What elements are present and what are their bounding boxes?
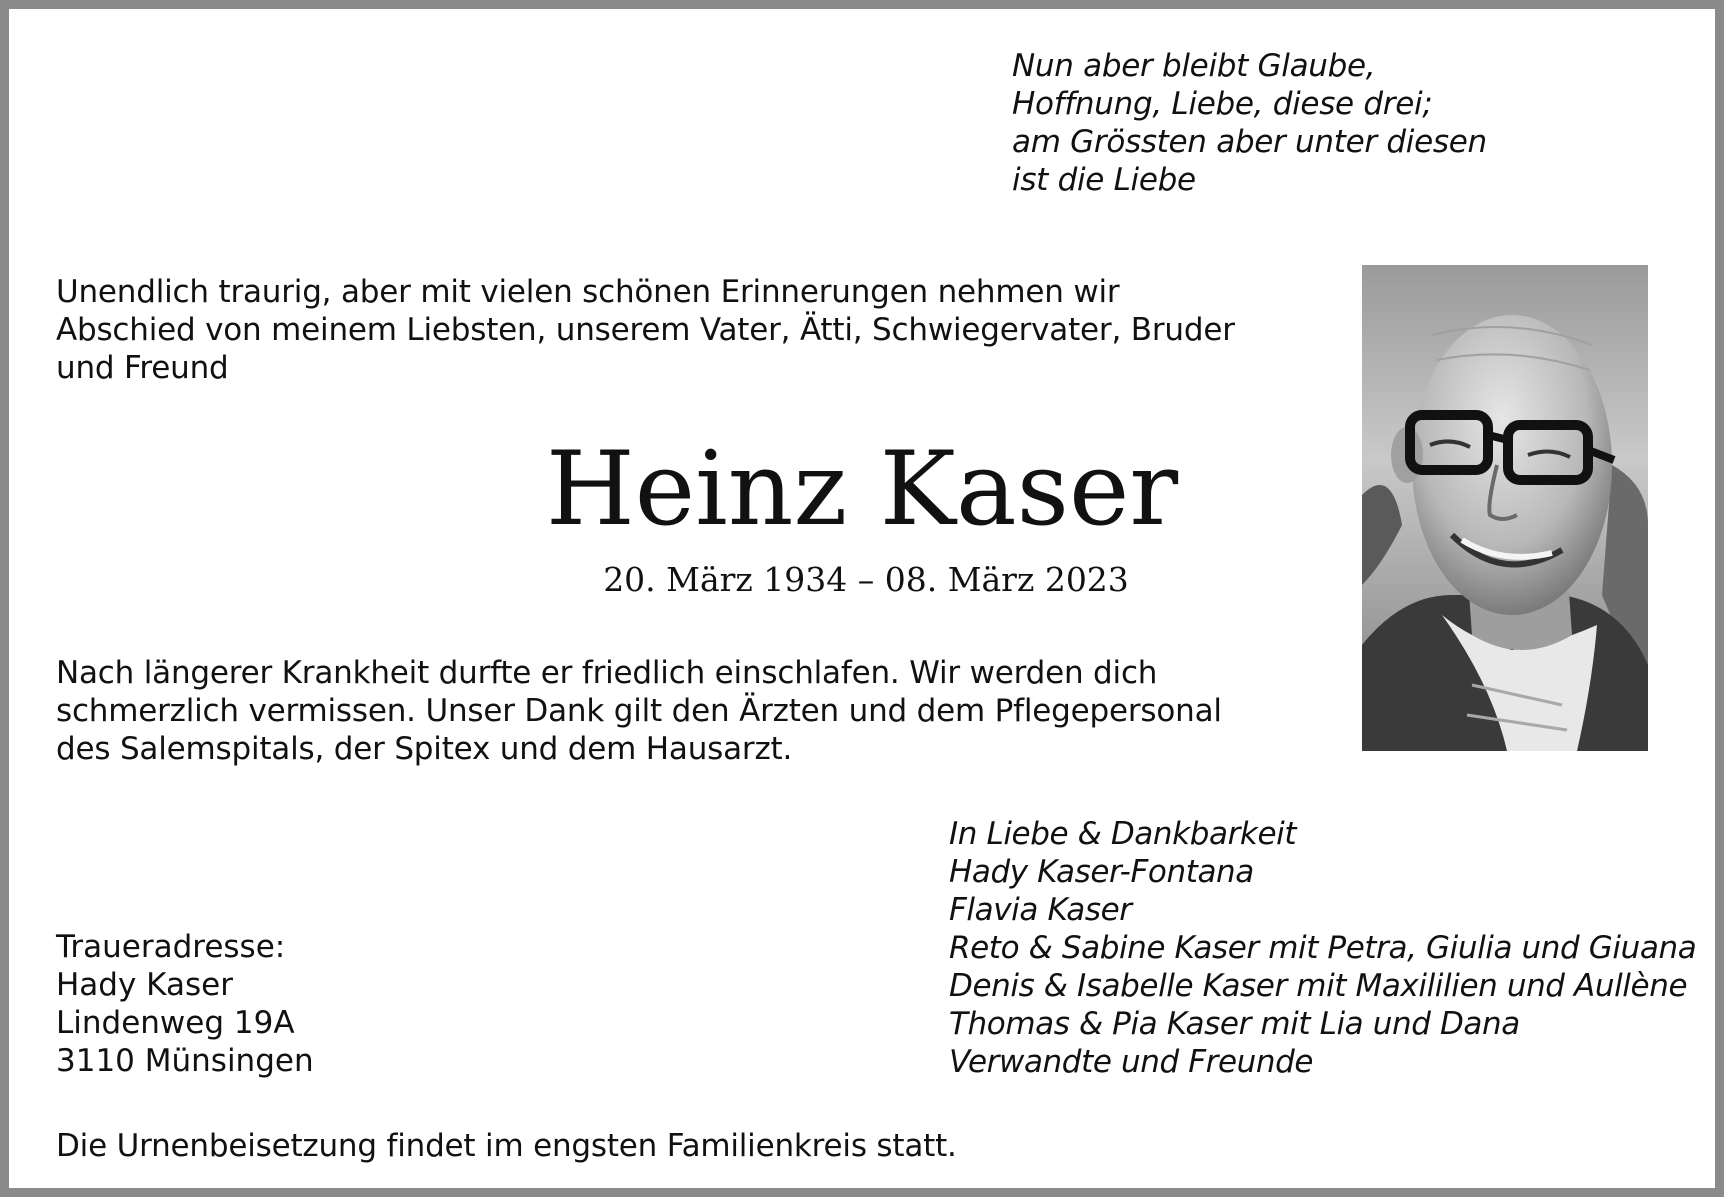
verse-line: Nun aber bleibt Glaube,	[1012, 48, 1376, 84]
address-line: 3110 Münsingen	[56, 1043, 314, 1079]
mourner-line: Hady Kaser-Fontana	[949, 854, 1254, 890]
message-paragraph	[56, 654, 1222, 768]
intro-line: und Freund	[56, 350, 229, 386]
mourner-line: Reto & Sabine Kaser mit Petra, Giulia und Giuana	[949, 930, 1697, 966]
mourning-address	[56, 928, 314, 1080]
bible-verse	[1012, 47, 1487, 199]
verse-line: ist die Liebe	[1012, 162, 1196, 198]
mourners-list	[949, 815, 1696, 1081]
message-line: des Salemspitals, der Spitex und dem Hausarzt.	[56, 731, 793, 767]
intro-paragraph	[56, 273, 1235, 387]
address-line: Lindenweg 19A	[56, 1005, 295, 1041]
message-line: Nach längerer Krankheit durfte er friedlich einschlafen. Wir werden dich	[56, 655, 1158, 691]
closing-note: Die Urnenbeisetzung findet im engsten Familienkreis statt.	[56, 1128, 957, 1164]
intro-line: Unendlich traurig, aber mit vielen schönen Erinnerungen nehmen wir	[56, 274, 1120, 310]
portrait-photo	[1362, 265, 1648, 751]
mourner-line: Flavia Kaser	[949, 892, 1132, 928]
address-line: Traueradresse:	[56, 929, 286, 965]
message-line: schmerzlich vermissen. Unser Dank gilt den Ärzten und dem Pflegepersonal	[56, 693, 1222, 729]
mourner-line: Verwandte und Freunde	[949, 1044, 1314, 1080]
verse-line: am Grössten aber unter diesen	[1012, 124, 1487, 160]
mourner-line: Denis & Isabelle Kaser mit Maxililien und Aullène	[949, 968, 1688, 1004]
life-dates: 20. März 1934 – 08. März 2023	[603, 560, 1129, 599]
intro-line: Abschied von meinem Liebsten, unserem Vater, Ätti, Schwiegervater, Bruder	[56, 312, 1235, 348]
mourner-line: Thomas & Pia Kaser mit Lia und Dana	[949, 1006, 1520, 1042]
address-line: Hady Kaser	[56, 967, 233, 1003]
mourner-line: In Liebe & Dankbarkeit	[949, 816, 1297, 852]
verse-line: Hoffnung, Liebe, diese drei;	[1012, 86, 1433, 122]
deceased-name: Heinz Kaser	[545, 430, 1179, 549]
